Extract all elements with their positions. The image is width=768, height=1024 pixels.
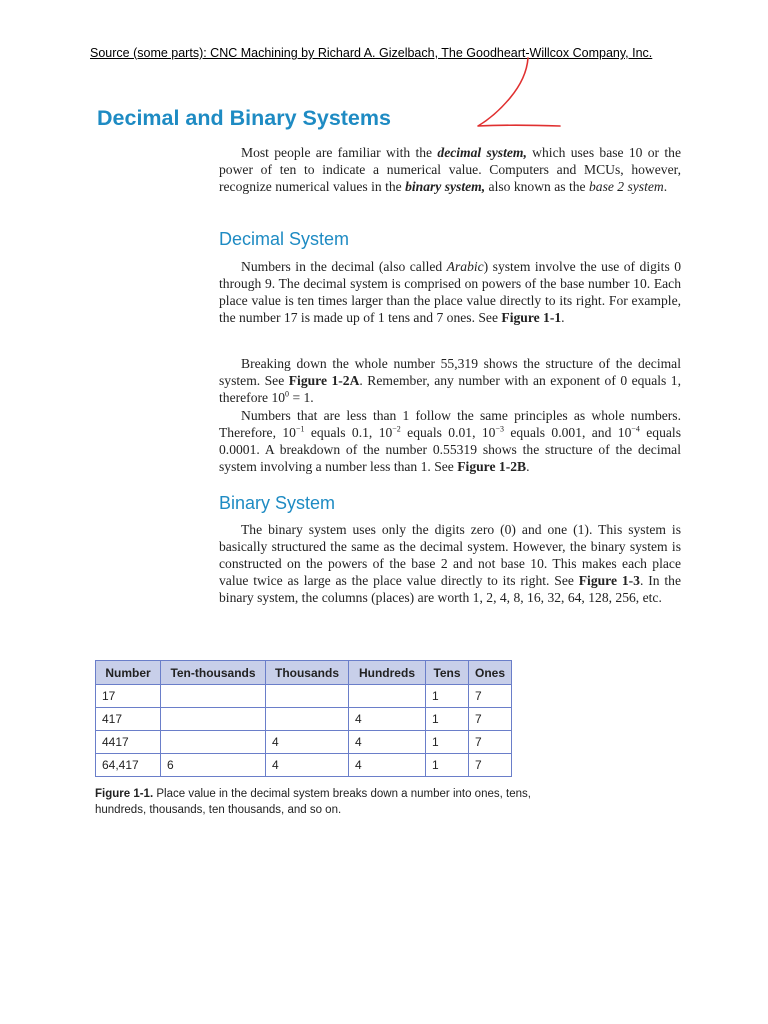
table-cell <box>161 708 266 731</box>
figure-ref: Figure 1-1 <box>501 310 562 326</box>
place-value-table <box>95 660 512 777</box>
binary-paragraph-1: The binary system uses only the digits zero (0) and one (1). This system is basically structured the same as the decimal system. However, the binary system is constructed on the powers of the base 2 and not base 10. This makes each place value twice as large as the place value directly to its right. See Figure 1-3. In the binary system, the columns (places) are worth 1, 2, 4, 8, 16, 32, 64, 128, 256, etc. <box>219 522 681 606</box>
term-decimal-system: decimal system, <box>437 145 527 160</box>
table-cell: 4 <box>266 731 349 754</box>
column-header: Ten-thousands <box>161 661 266 685</box>
table-cell: 1 <box>426 754 469 777</box>
table-header-row <box>96 661 512 685</box>
table-cell: 7 <box>469 731 512 754</box>
table-cell: 4 <box>349 731 426 754</box>
figure-label: Figure 1-1. <box>95 788 154 800</box>
term-binary-system: binary system, <box>405 179 486 195</box>
figure-ref: Figure 1-2A <box>288 373 360 389</box>
binary-system-heading: Binary System <box>219 493 336 513</box>
column-header: Ones <box>469 661 512 685</box>
decimal-paragraph-1: Numbers in the decimal (also called Arabic) system involve the use of digits 0 through 9. The decimal system is comprised on powers of the base number 10. Each place value is ten times larger than the place value directly to its right. For example, the number 17 is made up of 1 tens and 7 ones. See Figure 1-1. <box>219 259 681 326</box>
table-cell: 17 <box>96 685 161 708</box>
intro-paragraph: Most people are familiar with the decimal system, which uses base 10 or the power of ten to indicate a numerical value. Computers and MCUs, however, recognize numerical values in the binary system, also known as the base 2 system. <box>219 145 681 195</box>
column-header: Thousands <box>266 661 349 685</box>
table-cell: 4417 <box>96 731 161 754</box>
decimal-paragraph-2: Breaking down the whole number 55,319 shows the structure of the decimal system. See Figure 1-2A. Remember, any number with an exponent of 0 equals 1, therefore $10^0 = 1$. <box>219 356 681 406</box>
column-header: Hundreds <box>349 661 426 685</box>
table-cell: 4 <box>349 708 426 731</box>
table-cell: 6 <box>161 754 266 777</box>
table-cell <box>161 731 266 754</box>
term-base-2: base 2 system <box>588 179 664 195</box>
source-citation: Source (some parts): CNC Machining by Richard A. Gizelbach, The Goodheart-Willcox Company, Inc. <box>90 46 653 60</box>
table-row <box>96 731 512 754</box>
decimal-system-heading: Decimal System <box>219 229 350 249</box>
column-header: Number <box>96 661 161 685</box>
table-cell: 1 <box>426 685 469 708</box>
decimal-paragraph-3: Numbers that are less than 1 follow the same principles as whole numbers. Therefore, $10^{-1}$ equals 0.1, $10^{-2}$ equals 0.01, $10^{-3}$ equals 0.001, and $10^{-4}$ equals 0.0001. A breakdown of the number 0.55319 shows the structure of the decimal system involving a number less than 1. See Figure 1-2B. <box>219 408 681 475</box>
table-cell <box>266 708 349 731</box>
column-header: Tens <box>426 661 469 685</box>
table-cell <box>161 685 266 708</box>
table-cell <box>349 685 426 708</box>
figure-caption: Figure 1-1. Place value in the decimal system breaks down a number into ones, tens, hundreds, thousands, ten thousands, and so on. <box>95 788 531 816</box>
table-cell: 4 <box>349 754 426 777</box>
page-title: Decimal and Binary Systems <box>97 106 391 130</box>
table-row <box>96 708 512 731</box>
figure-ref: Figure 1-3 <box>578 573 640 589</box>
table-cell: 4 <box>266 754 349 777</box>
table-cell: 7 <box>469 708 512 731</box>
table-row <box>96 685 512 708</box>
table-cell: 1 <box>426 731 469 754</box>
table-cell: 7 <box>469 685 512 708</box>
table-cell: 1 <box>426 708 469 731</box>
table-row <box>96 754 512 777</box>
table-cell: 7 <box>469 754 512 777</box>
table-cell: 417 <box>96 708 161 731</box>
table-cell <box>266 685 349 708</box>
figure-ref: Figure 1-2B <box>457 459 527 475</box>
table-cell: 64,417 <box>96 754 161 777</box>
